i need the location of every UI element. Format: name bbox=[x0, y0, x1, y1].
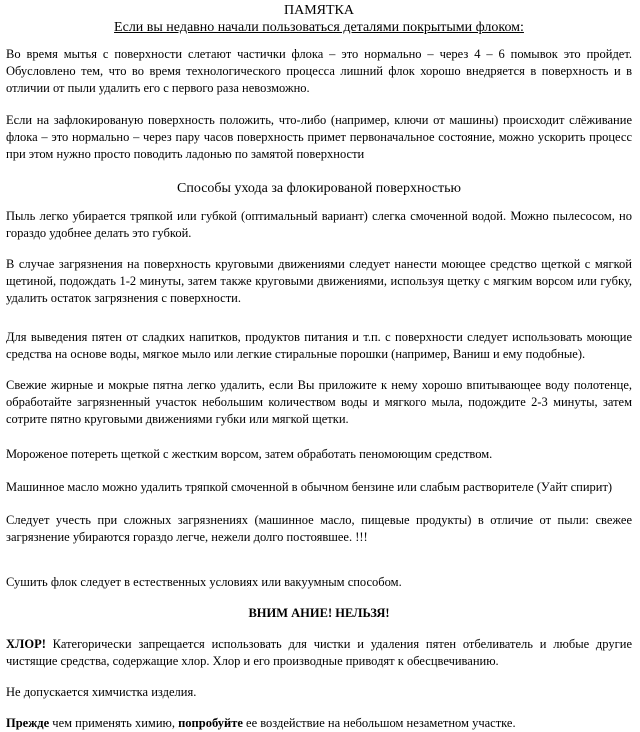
warning-before-text: чем применять химию, bbox=[49, 716, 179, 730]
warning-chlorine-text: Категорически запрещается использовать для чистки и удаления пятен отбеливатель и любые другие чистящие средства, содержащие хлор. Хлор и его производные приводят к обесцвечиванию. bbox=[6, 637, 632, 668]
intro-paragraph-pressing: Если на зафлокированую поверхность положить, что-либо (например, ключи от машины) происходит слёживание флока – это нормально – через пару часов поверхность примет первоначальное состояние, можно ускорить процесс при этом нужно просто поводить ладонью по замятой поверхности bbox=[6, 113, 632, 161]
warning-dry-cleaning: Не допускается химчистка изделия. bbox=[6, 685, 197, 699]
care-paragraph-stains: Для выведения пятен от сладких напитков, продуктов питания и т.п. с поверхности следует использовать моющие средства на основе воды, мягкое мыло или легкие стиральные порошки (например, Ваниш и ему подобные). bbox=[6, 330, 632, 361]
care-paragraph-drying: Сушить флок следует в естественных условиях или вакуумным способом. bbox=[6, 575, 402, 589]
warning-chlorine bbox=[6, 636, 632, 670]
warning-chlorine-label: ХЛОР! bbox=[6, 637, 46, 651]
care-paragraph-dust: Пыль легко убирается тряпкой или губкой (оптимальный вариант) слегка смоченной водой. Можно пылесосом, но гораздо удобнее делать это губкой. bbox=[6, 209, 632, 240]
warning-heading: ВНИМ АНИЕ! НЕЛЬЗЯ! bbox=[248, 606, 390, 620]
page-title: ПАМЯТКА bbox=[283, 3, 354, 18]
care-paragraph-complex: Следует учесть при сложных загрязнениях (машинное масло, пищевые продукты) в отличие от пыли: свежее загрязнение убираются гораздо легче, нежели долго постоявшее. !!! bbox=[6, 513, 632, 544]
warning-try-label: попробуйте bbox=[178, 716, 243, 730]
intro-paragraph-washing: Во время мытья с поверхности слетают частички флока – это нормально – через 4 – 6 помывок это пройдет. Обусловлено тем, что во время технологического процесса лишний флок хорошо внедряется в поверхность и в отличии от пыли удалить его с первого раза невозможно. bbox=[6, 47, 632, 95]
warning-try-text: ее воздействие на небольшом незаметном участке. bbox=[242, 716, 516, 730]
care-paragraph-dirt: В случае загрязнения на поверхность круговыми движениями следует нанести моющее средство щеткой с мягкой щетиной, подождать 1-2 минуты, затем также круговыми движениями, используя щетку с мягким ворсом или губку, удалить остаток загрязнения с поверхности. bbox=[6, 257, 632, 305]
care-paragraph-icecream: Мороженое потереть щеткой с жестким ворсом, затем обработать пеномоющим средством. bbox=[6, 447, 493, 461]
care-paragraph-oil: Машинное масло можно удалить тряпкой смоченной в обычном бензине или слабым растворителе (Уайт спирит) bbox=[6, 480, 613, 494]
care-paragraph-grease: Свежие жирные и мокрые пятна легко удалить, если Вы приложите к нему хорошо впитывающее воду полотенце, обработайте загрязненный участок небольшим количеством воды и мягкого мыла, подождите 2-3 минуты, затем сотрите пятно круговыми движениями губки или мягкой щетки. bbox=[6, 378, 632, 426]
care-heading: Способы ухода за флокированой поверхностью bbox=[177, 181, 461, 196]
page-subtitle: Если вы недавно начали пользоваться деталями покрытыми флоком: bbox=[114, 20, 524, 35]
warning-test-first bbox=[6, 715, 632, 732]
warning-before-label: Прежде bbox=[6, 716, 50, 730]
